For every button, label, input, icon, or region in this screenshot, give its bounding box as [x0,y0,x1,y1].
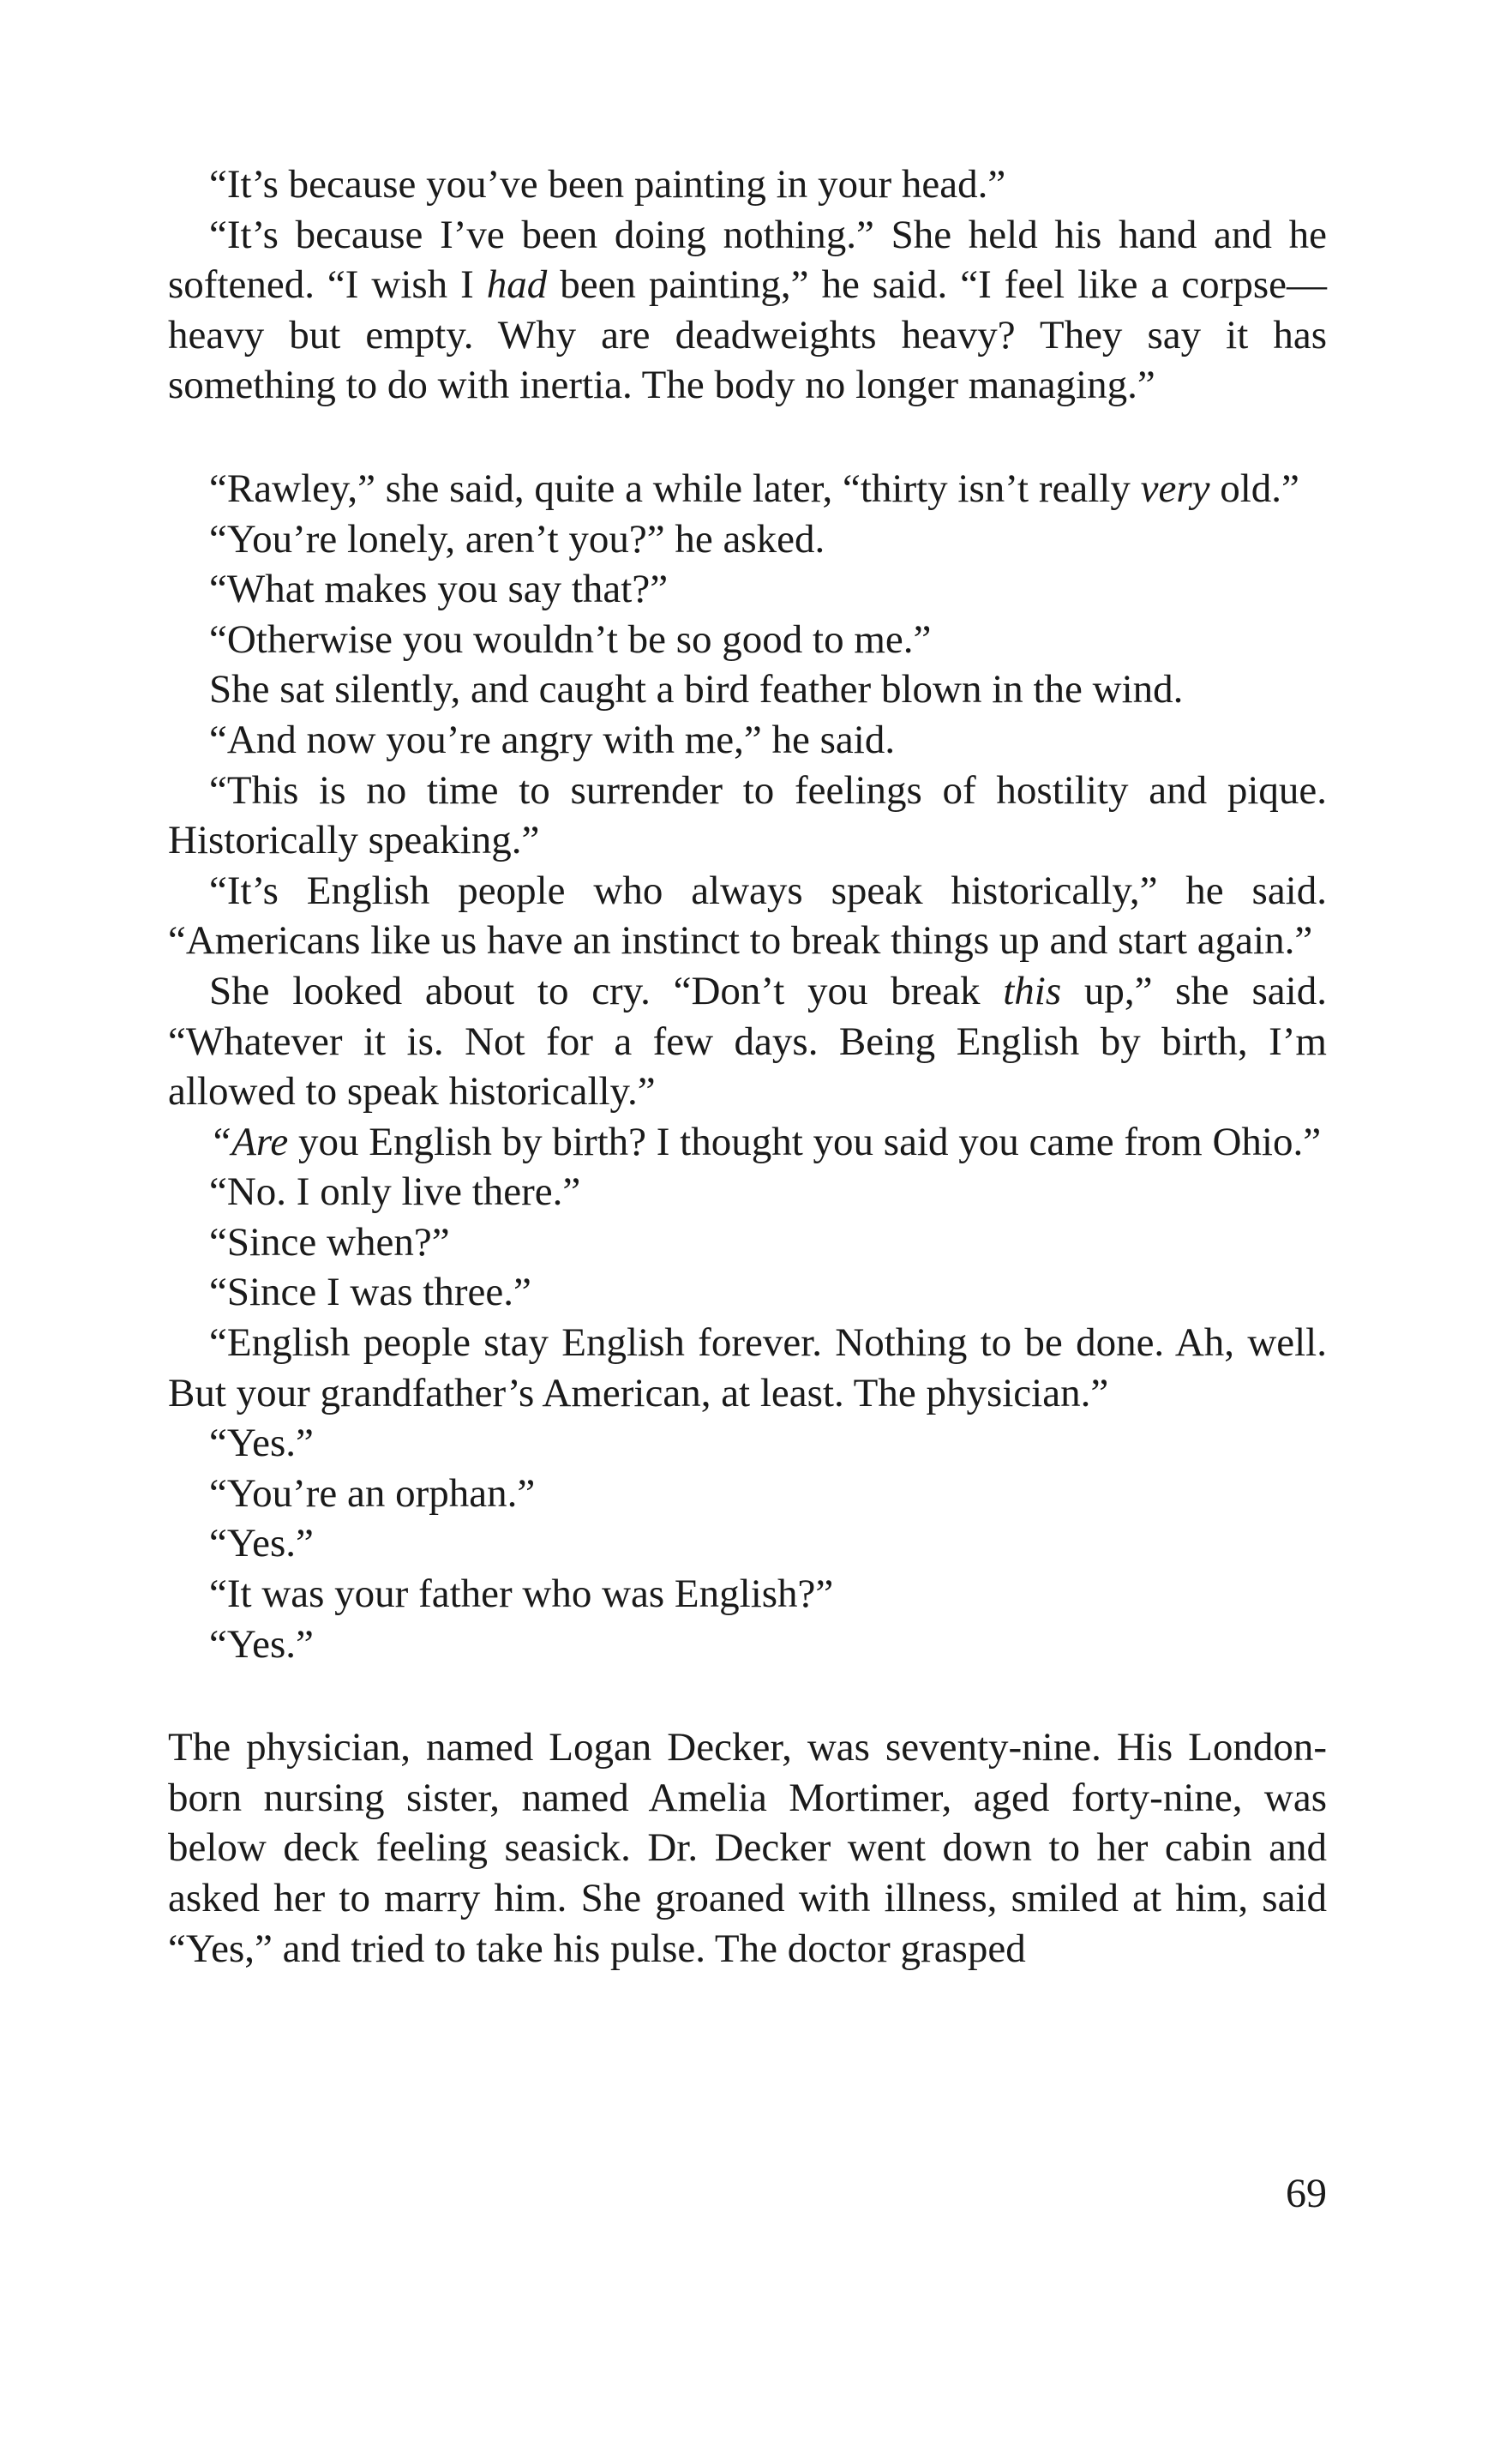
paragraph: “No. I only live there.” [209,1169,581,1215]
paragraph: “It was your father who was English?” [209,1572,834,1617]
paragraph: “You’re lonely, aren’t you?” he asked. [209,516,825,562]
paragraph: “Yes.” [209,1521,314,1566]
paragraph: “What makes you say that?” [209,567,669,612]
paragraph: The physician, named Logan Decker, was seventy-nine. His London-born nursing sister, named Amelia Mortimer, aged forty-nine, was below deck feeling seasick. Dr. Decker went down to her cabin and asked her to marry him. She groaned with illness, smiled at him, said “Yes,” and tried to take his pulse. The doctor grasped [168,1725,1327,1971]
italic-emphasis: this [1003,968,1062,1013]
paragraph: “It’s English people who always speak historically,” he said. “Americans like us have an instinct to break things up and start again.” [168,868,1327,964]
text-run: been painting,” he said. “I feel like a corpse—heavy but empty. Why are deadweights heavy? They say it has something to do with inertia. The body no longer managing.” [168,262,1327,408]
paragraph: “It’s because you’ve been painting in your head.” [209,162,1006,207]
text-run: “Rawley,” she said, quite a while later, “thirty isn’t really [209,466,1141,511]
paragraph [168,1117,1327,1168]
paragraph: “Otherwise you wouldn’t be so good to me.” [209,616,932,662]
page-number: 69 [1286,2171,1327,2216]
paragraph: “English people stay English forever. Nothing to be done. Ah, well. But your grandfather’s American, at least. The physician.” [168,1320,1327,1415]
paragraph [168,966,1327,1117]
paragraph: “Yes.” [209,1421,314,1466]
text-run: She looked about to cry. “Don’t you break [209,968,1004,1013]
book-page-text [168,159,1327,1974]
paragraph [168,210,1327,411]
paragraph [168,464,1327,514]
text-run: “It’s because I’ve been doing nothing.” She held his hand and he softened. “I wish I [168,212,1327,308]
paragraph: “Since when?” [209,1219,450,1265]
paragraph: She sat silently, and caught a bird feather blown in the wind. [209,667,1184,712]
text-run: old.” [1209,466,1299,511]
italic-emphasis: “Are [209,1119,289,1164]
italic-emphasis: very [1140,466,1210,511]
section-break [168,411,1327,464]
paragraph: “Since I was three.” [209,1270,531,1315]
section-break [168,1669,1327,1722]
text-run: up,” she said. “Whatever it is. Not for a few days. Being English by birth, I’m allowed to speak historically.” [168,968,1327,1115]
italic-emphasis: had [486,262,548,308]
paragraph: “Yes.” [209,1621,314,1667]
paragraph: “You’re an orphan.” [209,1470,536,1516]
text-run: you English by birth? I thought you said you came from Ohio.” [288,1119,1322,1164]
paragraph: “And now you’re angry with me,” he said. [209,717,896,762]
paragraph: “This is no time to surrender to feelings of hostility and pique. Historically speaking.” [168,767,1327,863]
